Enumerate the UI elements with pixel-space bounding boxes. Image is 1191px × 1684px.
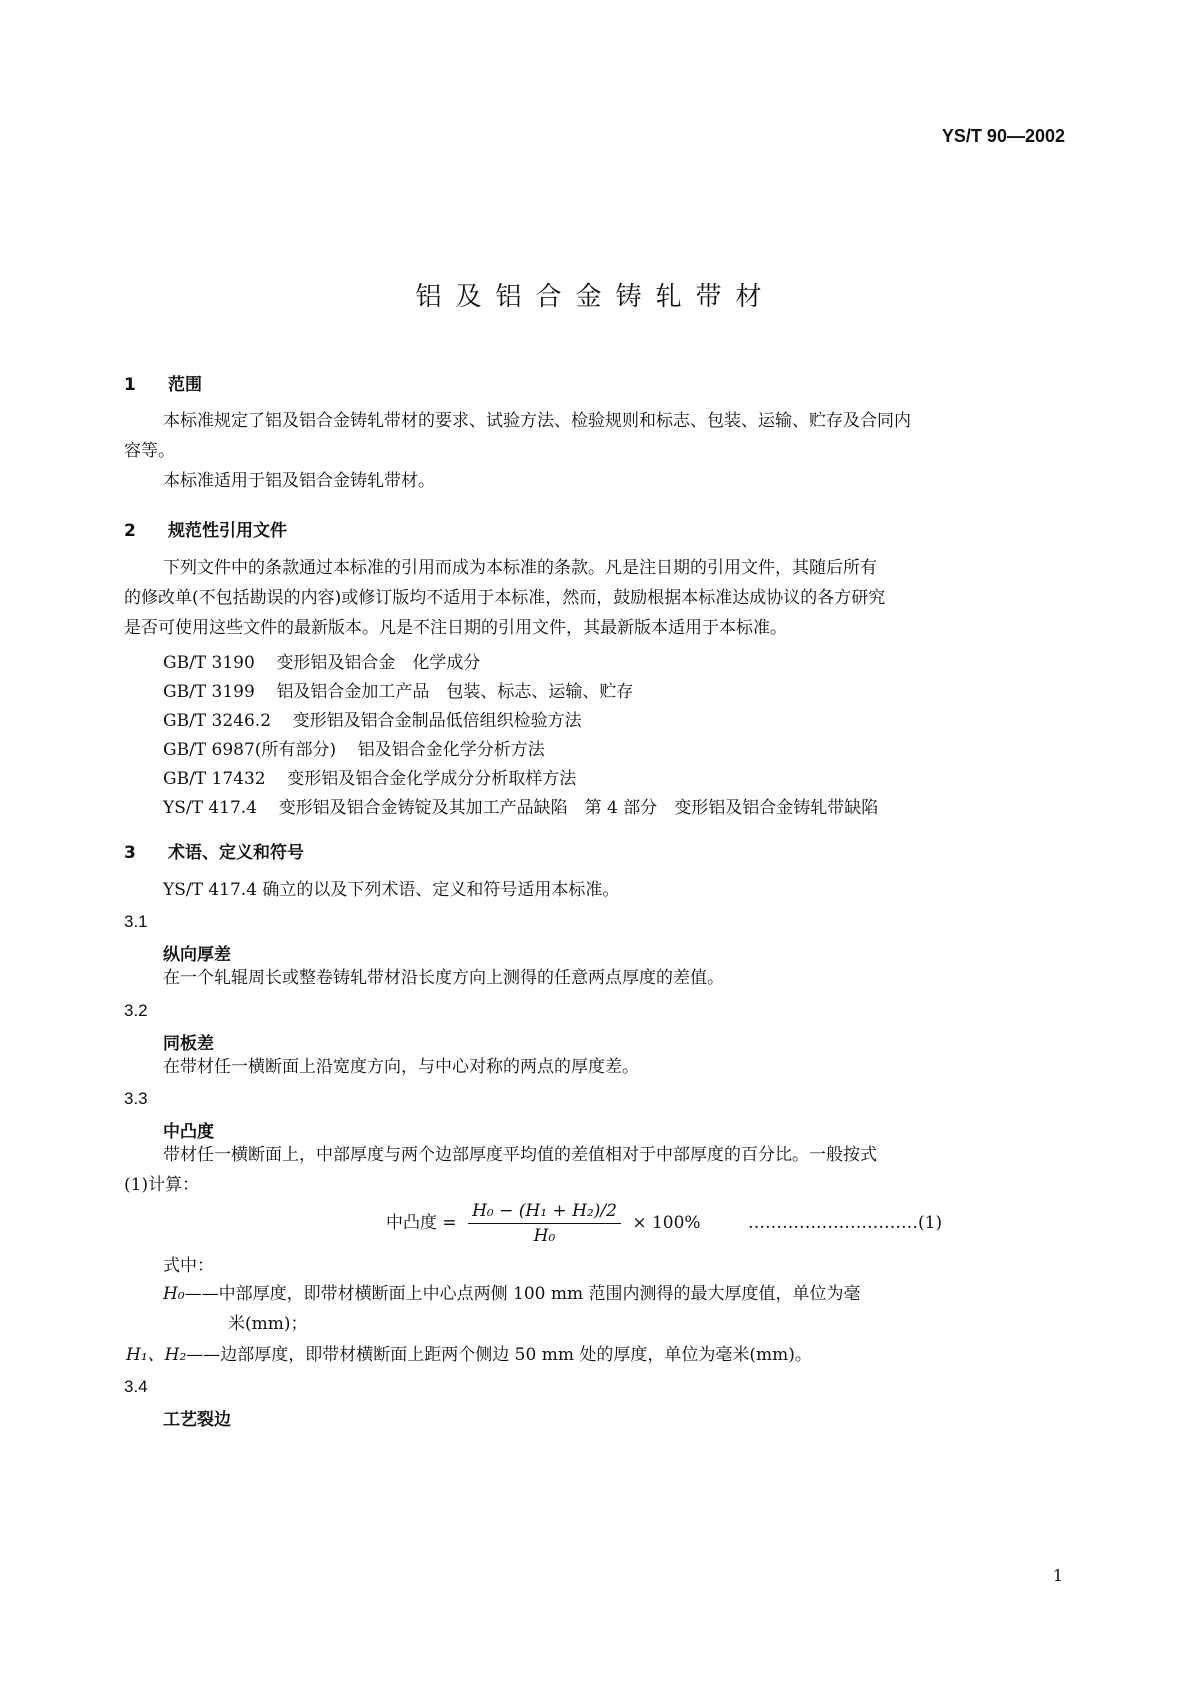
term-definition: 在一个轧辊周长或整卷铸轧带材沿长度方向上测得的任意两点厚度的差值。 bbox=[163, 968, 724, 988]
formula-fraction bbox=[468, 1201, 621, 1246]
section-title: 规范性引用文件 bbox=[168, 521, 287, 541]
section-2-heading bbox=[124, 516, 287, 541]
term-name: 纵向厚差 bbox=[163, 945, 231, 965]
section-1-paragraph-2: 本标准适用于铝及铝合金铸轧带材。 bbox=[163, 471, 435, 491]
section-number: 3 bbox=[124, 843, 136, 863]
reference-code: GB/T 3199 bbox=[163, 682, 255, 702]
reference-code: GB/T 17432 bbox=[163, 769, 266, 789]
section-title: 术语、定义和符号 bbox=[168, 843, 304, 863]
section-3-intro: YS/T 417.4 确立的以及下列术语、定义和符号适用本标准。 bbox=[163, 880, 620, 900]
text-line: 容等。 bbox=[124, 441, 175, 461]
term-name: 工艺裂边 bbox=[163, 1410, 231, 1430]
clause-number: 3.3 bbox=[124, 1089, 148, 1108]
reference-title: 变形铝及铝合金 化学成分 bbox=[276, 653, 481, 673]
text-line: 本标准规定了铝及铝合金铸轧带材的要求、试验方法、检验规则和标志、包装、运输、贮存及合同内 bbox=[163, 411, 911, 431]
symbol-h0-definition bbox=[163, 1279, 985, 1339]
section-number: 1 bbox=[124, 375, 136, 395]
section-1-heading bbox=[124, 370, 202, 395]
text-line: 的修改单(不包括勘误的内容)或修订版均不适用于本标准，然而，鼓励根据本标准达成协议的各方研究 bbox=[124, 588, 886, 608]
reference-item bbox=[163, 677, 633, 702]
reference-item bbox=[163, 735, 545, 760]
page-number: 1 bbox=[1052, 1566, 1063, 1585]
formula-multiplier: × 100% bbox=[632, 1213, 701, 1233]
text-line: 下列文件中的条款通过本标准的引用而成为本标准的条款。凡是注日期的引用文件，其随后所有 bbox=[163, 558, 877, 578]
reference-title: 变形铝及铝合金铸锭及其加工产品缺陷 第 4 部分 变形铝及铝合金铸轧带缺陷 bbox=[278, 798, 879, 818]
reference-item bbox=[163, 764, 576, 789]
document-title: 铝及铝合金铸轧带材 bbox=[415, 282, 776, 312]
text-line: 米(mm)； bbox=[228, 1314, 308, 1334]
clause-number: 3.2 bbox=[124, 1001, 148, 1020]
symbol-h12: H₁、H₂ bbox=[126, 1345, 187, 1365]
text-line: 带材任一横断面上，中部厚度与两个边部厚度平均值的差值相对于中部厚度的百分比。一般按式 bbox=[163, 1145, 877, 1165]
reference-code: GB/T 3246.2 bbox=[163, 711, 272, 731]
reference-item bbox=[163, 793, 878, 818]
section-3-heading bbox=[124, 838, 304, 863]
formula-lhs: 中凸度 = bbox=[386, 1213, 457, 1233]
reference-item bbox=[163, 706, 582, 731]
section-title: 范围 bbox=[168, 375, 202, 395]
where-label: 式中： bbox=[163, 1256, 214, 1276]
section-number: 2 bbox=[124, 521, 136, 541]
reference-code: GB/T 3190 bbox=[163, 653, 255, 673]
reference-title: 变形铝及铝合金化学成分分析取样方法 bbox=[287, 769, 577, 789]
equation-label: …………………………(1) bbox=[748, 1213, 943, 1233]
symbol-h0: H₀ bbox=[163, 1284, 185, 1304]
symbol-h0-desc: ——中部厚度，即带材横断面上中心点两侧 100 mm 范围内测得的最大厚度值，单位为毫 bbox=[184, 1284, 861, 1304]
symbol-h12-definition bbox=[126, 1340, 986, 1370]
standard-code: YS/T 90—2002 bbox=[941, 126, 1065, 146]
reference-code: GB/T 6987(所有部分) bbox=[163, 740, 337, 760]
reference-item bbox=[163, 648, 480, 673]
symbol-h12-desc: ——边部厚度，即带材横断面上距两个侧边 50 mm 处的厚度，单位为毫米(mm)。 bbox=[186, 1345, 812, 1365]
term-definition bbox=[124, 1140, 984, 1200]
text-line: (1)计算： bbox=[124, 1175, 200, 1195]
section-2-intro bbox=[124, 553, 984, 643]
term-name: 中凸度 bbox=[163, 1122, 214, 1142]
section-1-paragraph-1 bbox=[124, 406, 982, 466]
reference-title: 变形铝及铝合金制品低倍组织检验方法 bbox=[292, 711, 582, 731]
clause-number: 3.4 bbox=[124, 1377, 148, 1396]
term-definition: 在带材任一横断面上沿宽度方向，与中心对称的两点的厚度差。 bbox=[163, 1057, 639, 1077]
term-name: 同板差 bbox=[163, 1034, 214, 1054]
formula-denominator: H₀ bbox=[533, 1226, 556, 1246]
formula-numerator: H₀ − (H₁ + H₂)/2 bbox=[468, 1201, 621, 1224]
reference-title: 铝及铝合金加工产品 包装、标志、运输、贮存 bbox=[276, 682, 634, 702]
text-line: 是否可使用这些文件的最新版本。凡是不注日期的引用文件，其最新版本适用于本标准。 bbox=[124, 618, 787, 638]
reference-title: 铝及铝合金化学分析方法 bbox=[357, 740, 545, 760]
clause-number: 3.1 bbox=[124, 912, 148, 931]
formula-1 bbox=[386, 1201, 701, 1246]
reference-code: YS/T 417.4 bbox=[163, 798, 258, 818]
